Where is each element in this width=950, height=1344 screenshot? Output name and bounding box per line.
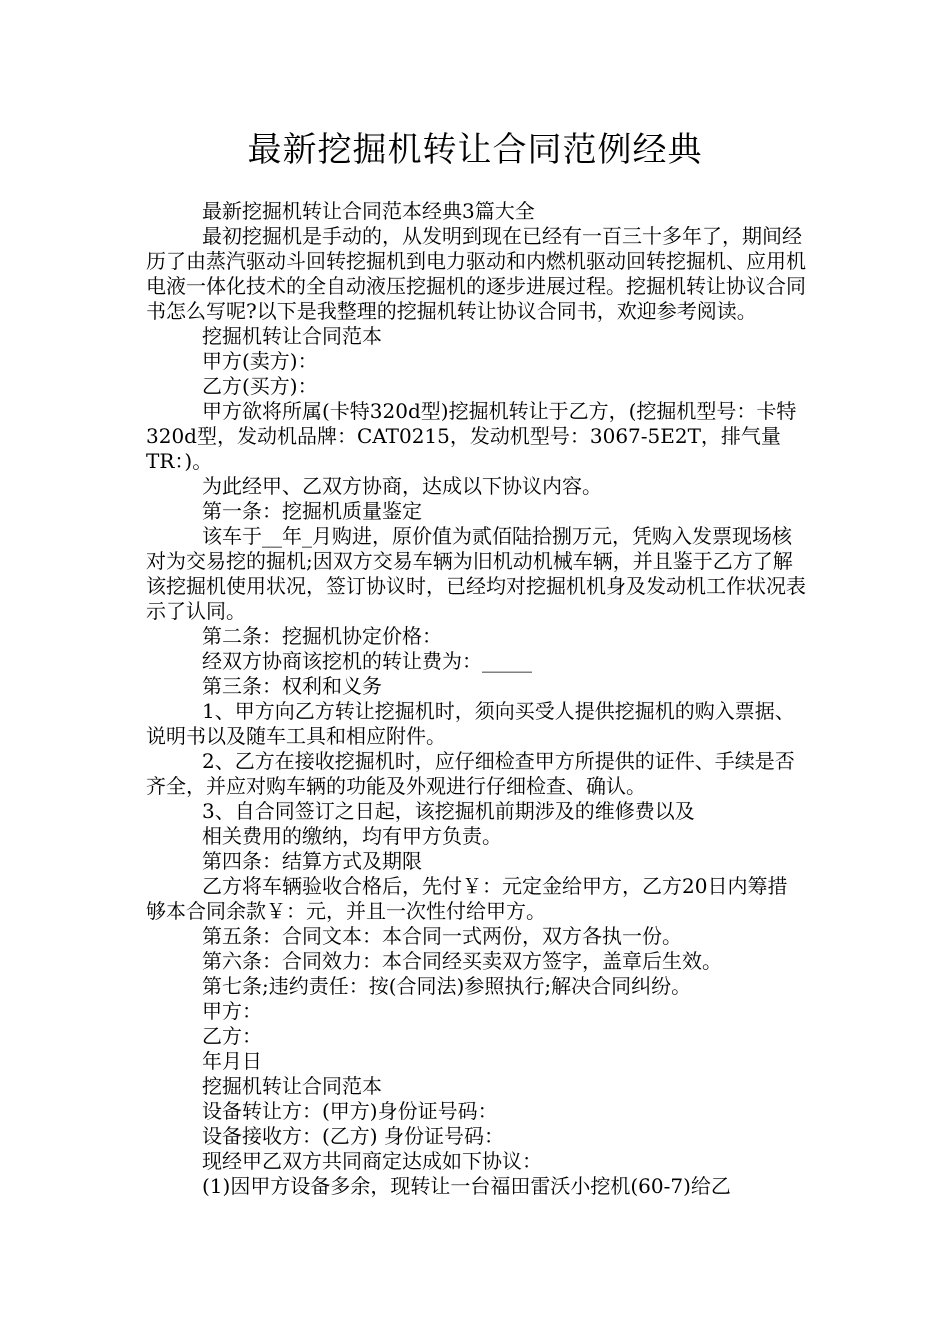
document-title: 最新挖掘机转让合同范例经典	[247, 130, 703, 170]
article-3-heading: 第三条：权利和义务	[202, 674, 382, 698]
clause-1-line: (1)因甲方设备多余，现转让一台福田雷沃小挖机(60-7)给乙	[202, 1174, 731, 1198]
transferor-line: 设备转让方：(甲方)身份证号码：	[202, 1099, 498, 1123]
subtitle-paragraph: 最新挖掘机转让合同范本经典3篇大全	[202, 199, 535, 223]
signature-party-b: 乙方：	[202, 1024, 262, 1048]
intro-paragraph: 最初挖掘机是手动的，从发明到现在已经有一百三十多年了，期间经历了由蒸汽驱动斗回转挖掘机到电力驱动和内燃机驱动回转挖掘机、应用机电液一体化技术的全自动液压挖掘机的逐步进展过程。挖掘机转让协议合同书怎么写呢?以下是我整理的挖掘机转让协议合同书，欢迎参考阅读。	[146, 224, 806, 323]
article-3-item-3: 3、自合同签订之日起，该挖掘机前期涉及的维修费以及	[202, 799, 695, 823]
article-7-line: 第七条;违约责任：按(合同法)参照执行;解决合同纠纷。	[202, 974, 692, 998]
agreement-line: 为此经甲、乙双方协商，达成以下协议内容。	[202, 474, 602, 498]
section-heading-2: 挖掘机转让合同范本	[202, 1074, 382, 1098]
signature-date: 年月日	[202, 1049, 262, 1073]
document-body	[146, 199, 806, 1199]
article-3-item-1: 1、甲方向乙方转让挖掘机时，须向买受人提供挖掘机的购入票据、说明书以及随车工具和相应附件。	[146, 699, 795, 748]
signature-party-a: 甲方：	[202, 999, 262, 1023]
article-3-item-3-cont: 相关费用的缴纳，均有甲方负责。	[202, 824, 502, 848]
section-heading: 挖掘机转让合同范本	[202, 324, 382, 348]
party-b-line: 乙方(买方)：	[202, 374, 318, 398]
article-2-price-line: 经双方协商该挖机的转让费为：_____	[202, 649, 532, 673]
receiver-line: 设备接收方：(乙方) 身份证号码：	[202, 1124, 504, 1148]
article-1-heading: 第一条：挖掘机质量鉴定	[202, 499, 422, 523]
agreement-intro-line: 现经甲乙双方共同商定达成如下协议：	[202, 1149, 542, 1173]
article-3-item-2: 2、乙方在接收挖掘机时，应仔细检查甲方所提供的证件、手续是否齐全，并应对购车辆的功能及外观进行仔细检查、确认。	[146, 749, 795, 798]
article-2-heading: 第二条：挖掘机协定价格：	[202, 624, 442, 648]
article-4-heading: 第四条：结算方式及期限	[202, 849, 422, 873]
article-4-paragraph: 乙方将车辆验收合格后，先付￥：元定金给甲方，乙方20日内筹措够本合同余款￥：元，并且一次性付给甲方。	[146, 874, 788, 923]
article-6-line: 第六条：合同效力：本合同经买卖双方签字，盖章后生效。	[202, 949, 722, 973]
party-a-line: 甲方(卖方)：	[202, 349, 318, 373]
article-5-line: 第五条：合同文本：本合同一式两份，双方各执一份。	[202, 924, 682, 948]
article-1-paragraph: 该车于__年_月购进，原价值为贰佰陆拾捌万元，凭购入发票现场核对为交易挖的掘机;因双方交易车辆为旧机动机械车辆，并且鉴于乙方了解该挖掘机使用状况，签订协议时，已经均对挖掘机机身及发动机工作状况表示了认同。	[146, 524, 806, 623]
transfer-paragraph: 甲方欲将所属(卡特320d型)挖掘机转让于乙方，(挖掘机型号：卡特320d型，发动机品牌：CAT0215，发动机型号：3067-5E2T，排气量TR：)。	[146, 399, 797, 473]
